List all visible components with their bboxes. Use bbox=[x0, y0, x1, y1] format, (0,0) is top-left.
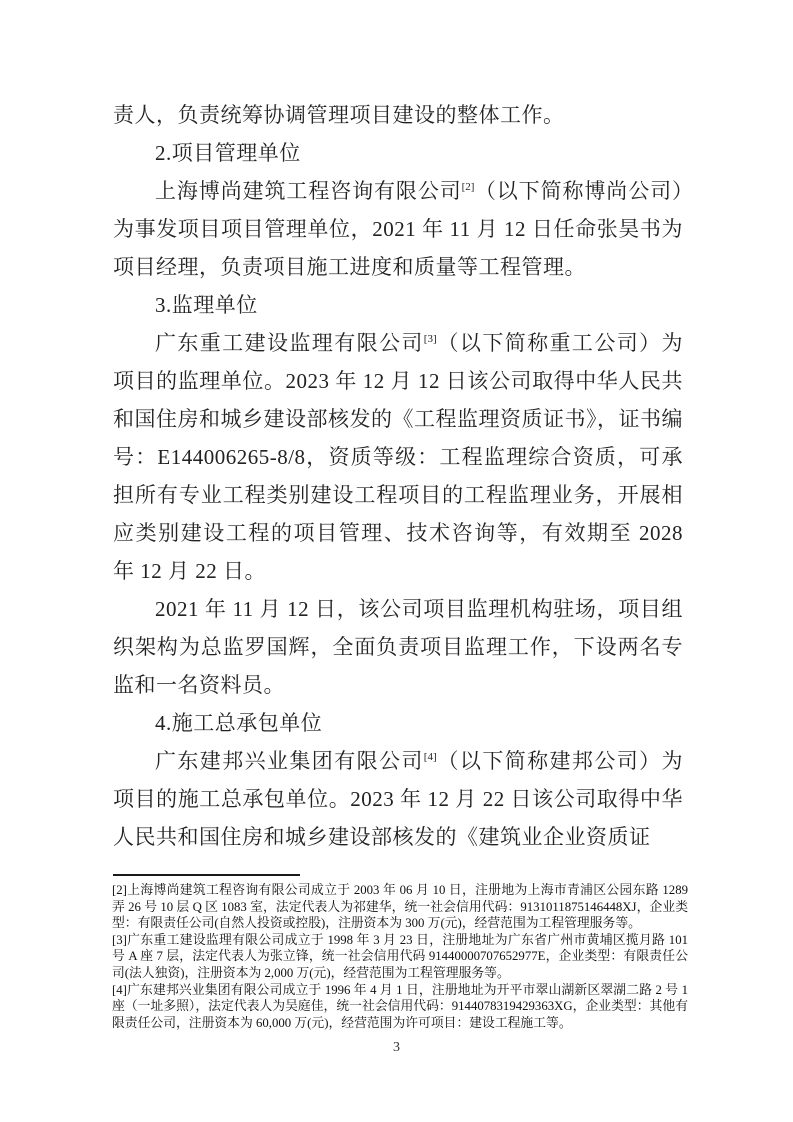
paragraph-supervision: 广东重工建设监理有限公司[3]（以下简称重工公司）为项目的监理单位。2023 年 12 月 12 日该公司取得中华人民共和国住房和城乡建设部核发的《工程监理资质证书》，证书编号：E144006265-8/8，资质等级：工程监理综合资质，可承担所有专业工程类别建设工程项目的工程监理业务，开展相应类别建设工程的项目管理、技术咨询等，有效期至 2028 年 12 月 22 日。 bbox=[113, 331, 684, 583]
section-heading-supervision: 3.监理单位 bbox=[155, 293, 258, 317]
paragraph-project-management: 上海博尚建筑工程咨询有限公司[2]（以下简称博尚公司）为事发项目项目管理单位，2021 年 11 月 12 日任命张昊书为项目经理，负责项目施工进度和质量等工程管理。 bbox=[113, 179, 684, 279]
page-number: 3 bbox=[393, 1040, 400, 1055]
paragraph-contractor: 广东建邦兴业集团有限公司[4]（以下简称建邦公司）为项目的施工总承包单位。2023 年 12 月 22 日该公司取得中华人民共和国住房和城乡建设部核发的《建筑业企业资质证 bbox=[113, 749, 684, 849]
document-body bbox=[113, 96, 683, 856]
section-heading-contractor: 4.施工总承包单位 bbox=[155, 711, 323, 735]
section-heading-project-management: 2.项目管理单位 bbox=[155, 141, 301, 165]
footnote-2: [2]上海博尚建筑工程咨询有限公司成立于 2003 年 06 月 10 日，注册地为上海市青浦区公园东路 1289 弄 26 号 10 层 Q 区 1083 室，法定代表人为祁建华，统一社会信用代码：9131011875146448XJ，企业类型：有限责任公司(自然人投资或控股)，注册资本为 300 万(元)，经营范围为工程管理服务等。 bbox=[112, 883, 688, 931]
footnote-4: [4]广东建邦兴业集团有限公司成立于 1996 年 4 月 1 日，注册地址为开平市翠山湖新区翠湖二路 2 号 1 座（一址多照），法定代表人为吴庭佳，统一社会信用代码：9144078319429363XG，企业类型：其他有限责任公司，注册资本为 60,000 万(元)，经营范围为许可项目：建设工程施工等。 bbox=[112, 982, 688, 1030]
paragraph-continuation: 责人，负责统筹协调管理项目建设的整体工作。 bbox=[113, 103, 565, 127]
footnotes-block bbox=[112, 882, 688, 1031]
paragraph-supervision-team: 2021 年 11 月 12 日，该公司项目监理机构驻场，项目组织架构为总监罗国辉，全面负责项目监理工作，下设两名专监和一名资料员。 bbox=[113, 597, 683, 697]
footnote-separator bbox=[113, 874, 300, 876]
footnote-3: [3]广东重工建设监理有限公司成立于 1998 年 3 月 23 日，注册地址为广东省广州市黄埔区揽月路 101 号 A 座 7 层，法定代表人为张立锋，统一社会信用代码 91440000707652977E，企业类型：有限责任公司(法人独资)，注册资本为 2,000 万(元)，经营范围为工程管理服务等。 bbox=[112, 932, 688, 980]
